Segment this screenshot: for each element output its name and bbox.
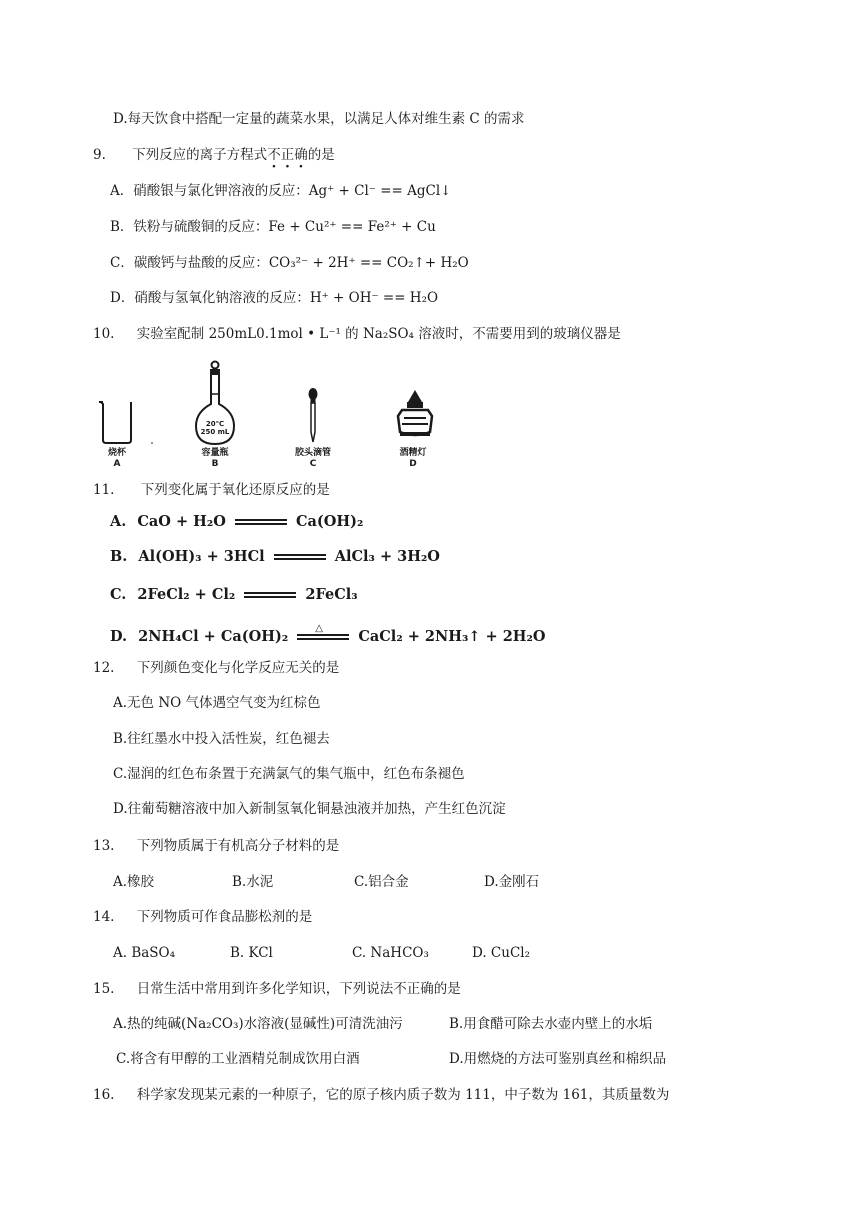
q11-a-label: A. <box>110 513 127 530</box>
q11-stem <box>93 481 330 499</box>
q10-b-name: 容量瓶 <box>201 448 229 458</box>
q10-a-letter: A <box>113 459 121 469</box>
q9-option-a-eq: Ag⁺ + Cl⁻ == AgCl↓ <box>308 183 452 199</box>
q15-stem <box>93 980 461 998</box>
q14-option-c: C. NaHCO₃ <box>352 945 429 961</box>
q11-b-lhs: Al(OH)₃ + 3HCl <box>138 548 265 565</box>
q11-a-lhs: CaO + H₂O <box>137 513 226 530</box>
q10-b-mark-vol: 250 mL <box>200 428 230 436</box>
q11-c-label: C. <box>110 586 127 603</box>
q12-option-a: A.无色 NO 气体遇空气变为红棕色 <box>113 695 321 711</box>
q10-d-name: 酒精灯 <box>399 448 427 458</box>
q9-option-d <box>110 289 438 307</box>
q16-stem <box>93 1086 669 1104</box>
q12-stem <box>93 659 339 677</box>
q9-option-c-label: C．碳酸钙与盐酸的反应： <box>110 255 269 271</box>
q10-number: 10. <box>93 326 115 342</box>
q14-number: 14. <box>93 909 115 925</box>
q11-number: 11. <box>93 482 115 498</box>
q9-option-c <box>110 254 469 272</box>
q15-number: 15. <box>93 981 115 997</box>
q9-option-d-eq: H⁺ + OH⁻ == H₂O <box>309 290 439 306</box>
q9-emph-1: 不 <box>267 147 281 163</box>
equals-sign <box>235 518 287 526</box>
q11-c-rhs: 2FeCl₃ <box>305 586 358 603</box>
equals-sign <box>274 553 326 561</box>
q12-option-d: D.往葡萄糖溶液中加入新制氢氧化铜悬浊液并加热，产生红色沉淀 <box>113 801 506 817</box>
q12-stem-text: 下列颜色变化与化学反应无关的是 <box>136 660 340 676</box>
q9-number: 9. <box>93 147 106 163</box>
equals-sign <box>244 591 296 599</box>
q9-option-c-eq: CO₃²⁻ + 2H⁺ == CO₂↑+ H₂O <box>268 255 469 271</box>
q15-option-c: C.将含有甲醇的工业酒精兑制成饮用白酒 <box>116 1051 360 1067</box>
q9-stem-pre: 下列反应的离子方程式 <box>132 147 268 163</box>
q11-option-b <box>110 548 440 566</box>
q9-option-a <box>110 182 452 200</box>
equals-sign-heat <box>297 623 349 641</box>
heat-triangle-icon: △ <box>315 623 323 634</box>
beaker-icon <box>97 398 137 446</box>
q11-b-rhs: AlCl₃ + 3H₂O <box>334 548 440 565</box>
q13-number: 13. <box>93 838 115 854</box>
q11-d-rhs: CaCl₂ + 2NH₃↑ + 2H₂O <box>358 628 546 645</box>
q16-stem-text: 科学家发现某元素的一种原子，它的原子核内质子数为 111，中子数为 161，其质量数为 <box>136 1087 670 1103</box>
speck <box>151 442 153 444</box>
q10-a-name: 烧杯 <box>107 448 126 458</box>
q10-c-name: 胶头滴管 <box>294 448 331 458</box>
q10-c-letter: C <box>309 459 317 469</box>
q15-option-b: B.用食醋可除去水壶内壁上的水垢 <box>449 1016 653 1032</box>
q14-option-d: D. CuCl₂ <box>472 945 531 961</box>
q11-b-label: B. <box>110 548 128 565</box>
q13-option-b: B.水泥 <box>232 874 274 890</box>
q8-option-d: D.每天饮食中搭配一定量的蔬菜水果，以满足人体对维生素 C 的需求 <box>113 111 525 127</box>
q9-stem-post: 的是 <box>307 147 335 163</box>
alcohol-lamp-icon <box>394 388 436 444</box>
q13-option-d: D.金刚石 <box>484 874 540 890</box>
q9-option-d-label: D．硝酸与氢氧化钠溶液的反应： <box>110 290 310 306</box>
q14-option-b: B. KCl <box>230 945 273 961</box>
q9-emph-3: 确 <box>294 147 308 163</box>
dropper-icon <box>306 388 320 444</box>
q15-stem-text: 日常生活中常用到许多化学知识，下列说法不正确的是 <box>136 981 461 997</box>
q10-stem <box>93 325 621 343</box>
q12-option-b: B.往红墨水中投入活性炭，红色褪去 <box>113 731 330 747</box>
q9-stem <box>93 146 335 164</box>
q13-stem-text: 下列物质属于有机高分子材料的是 <box>136 838 340 854</box>
q11-option-d <box>110 623 546 646</box>
q10-b-letter: B <box>211 459 219 469</box>
q13-option-c: C.铝合金 <box>354 874 409 890</box>
q14-stem-text: 下列物质可作食品膨松剂的是 <box>136 909 313 925</box>
q11-d-lhs: 2NH₄Cl + Ca(OH)₂ <box>138 628 289 645</box>
q11-option-a <box>110 513 363 531</box>
q12-option-c: C.湿润的红色布条置于充满氯气的集气瓶中，红色布条褪色 <box>113 766 465 782</box>
q10-b-mark-temp: 20℃ <box>205 420 225 428</box>
q14-stem <box>93 908 312 926</box>
q10-d-letter: D <box>409 459 417 469</box>
q11-c-lhs: 2FeCl₂ + Cl₂ <box>137 586 236 603</box>
q13-stem <box>93 837 339 855</box>
q16-number: 16. <box>93 1087 115 1103</box>
q9-option-b-label: B．铁粉与硫酸铜的反应： <box>110 219 269 235</box>
q9-emph-2: 正 <box>280 147 295 163</box>
q14-option-a: A. BaSO₄ <box>113 945 176 961</box>
q9-option-b-eq: Fe + Cu²⁺ == Fe²⁺ + Cu <box>268 219 436 235</box>
q11-a-rhs: Ca(OH)₂ <box>296 513 364 530</box>
q15-option-a: A.热的纯碱(Na₂CO₃)水溶液(显碱性)可清洗油污 <box>113 1016 403 1032</box>
q9-option-a-label: A．硝酸银与氯化钾溶液的反应： <box>110 183 309 199</box>
q13-option-a: A.橡胶 <box>113 874 155 890</box>
q10-stem-text: 实验室配制 250mL0.1mol • L⁻¹ 的 Na₂SO₄ 溶液时，不需要用到的玻璃仪器是 <box>136 326 621 342</box>
q12-number: 12. <box>93 660 115 676</box>
q9-option-b <box>110 218 436 236</box>
q11-option-c <box>110 586 358 604</box>
q15-option-d: D.用燃烧的方法可鉴别真丝和棉织品 <box>449 1051 667 1067</box>
q11-stem-text: 下列变化属于氧化还原反应的是 <box>140 482 330 498</box>
q11-d-label: D. <box>110 628 128 645</box>
